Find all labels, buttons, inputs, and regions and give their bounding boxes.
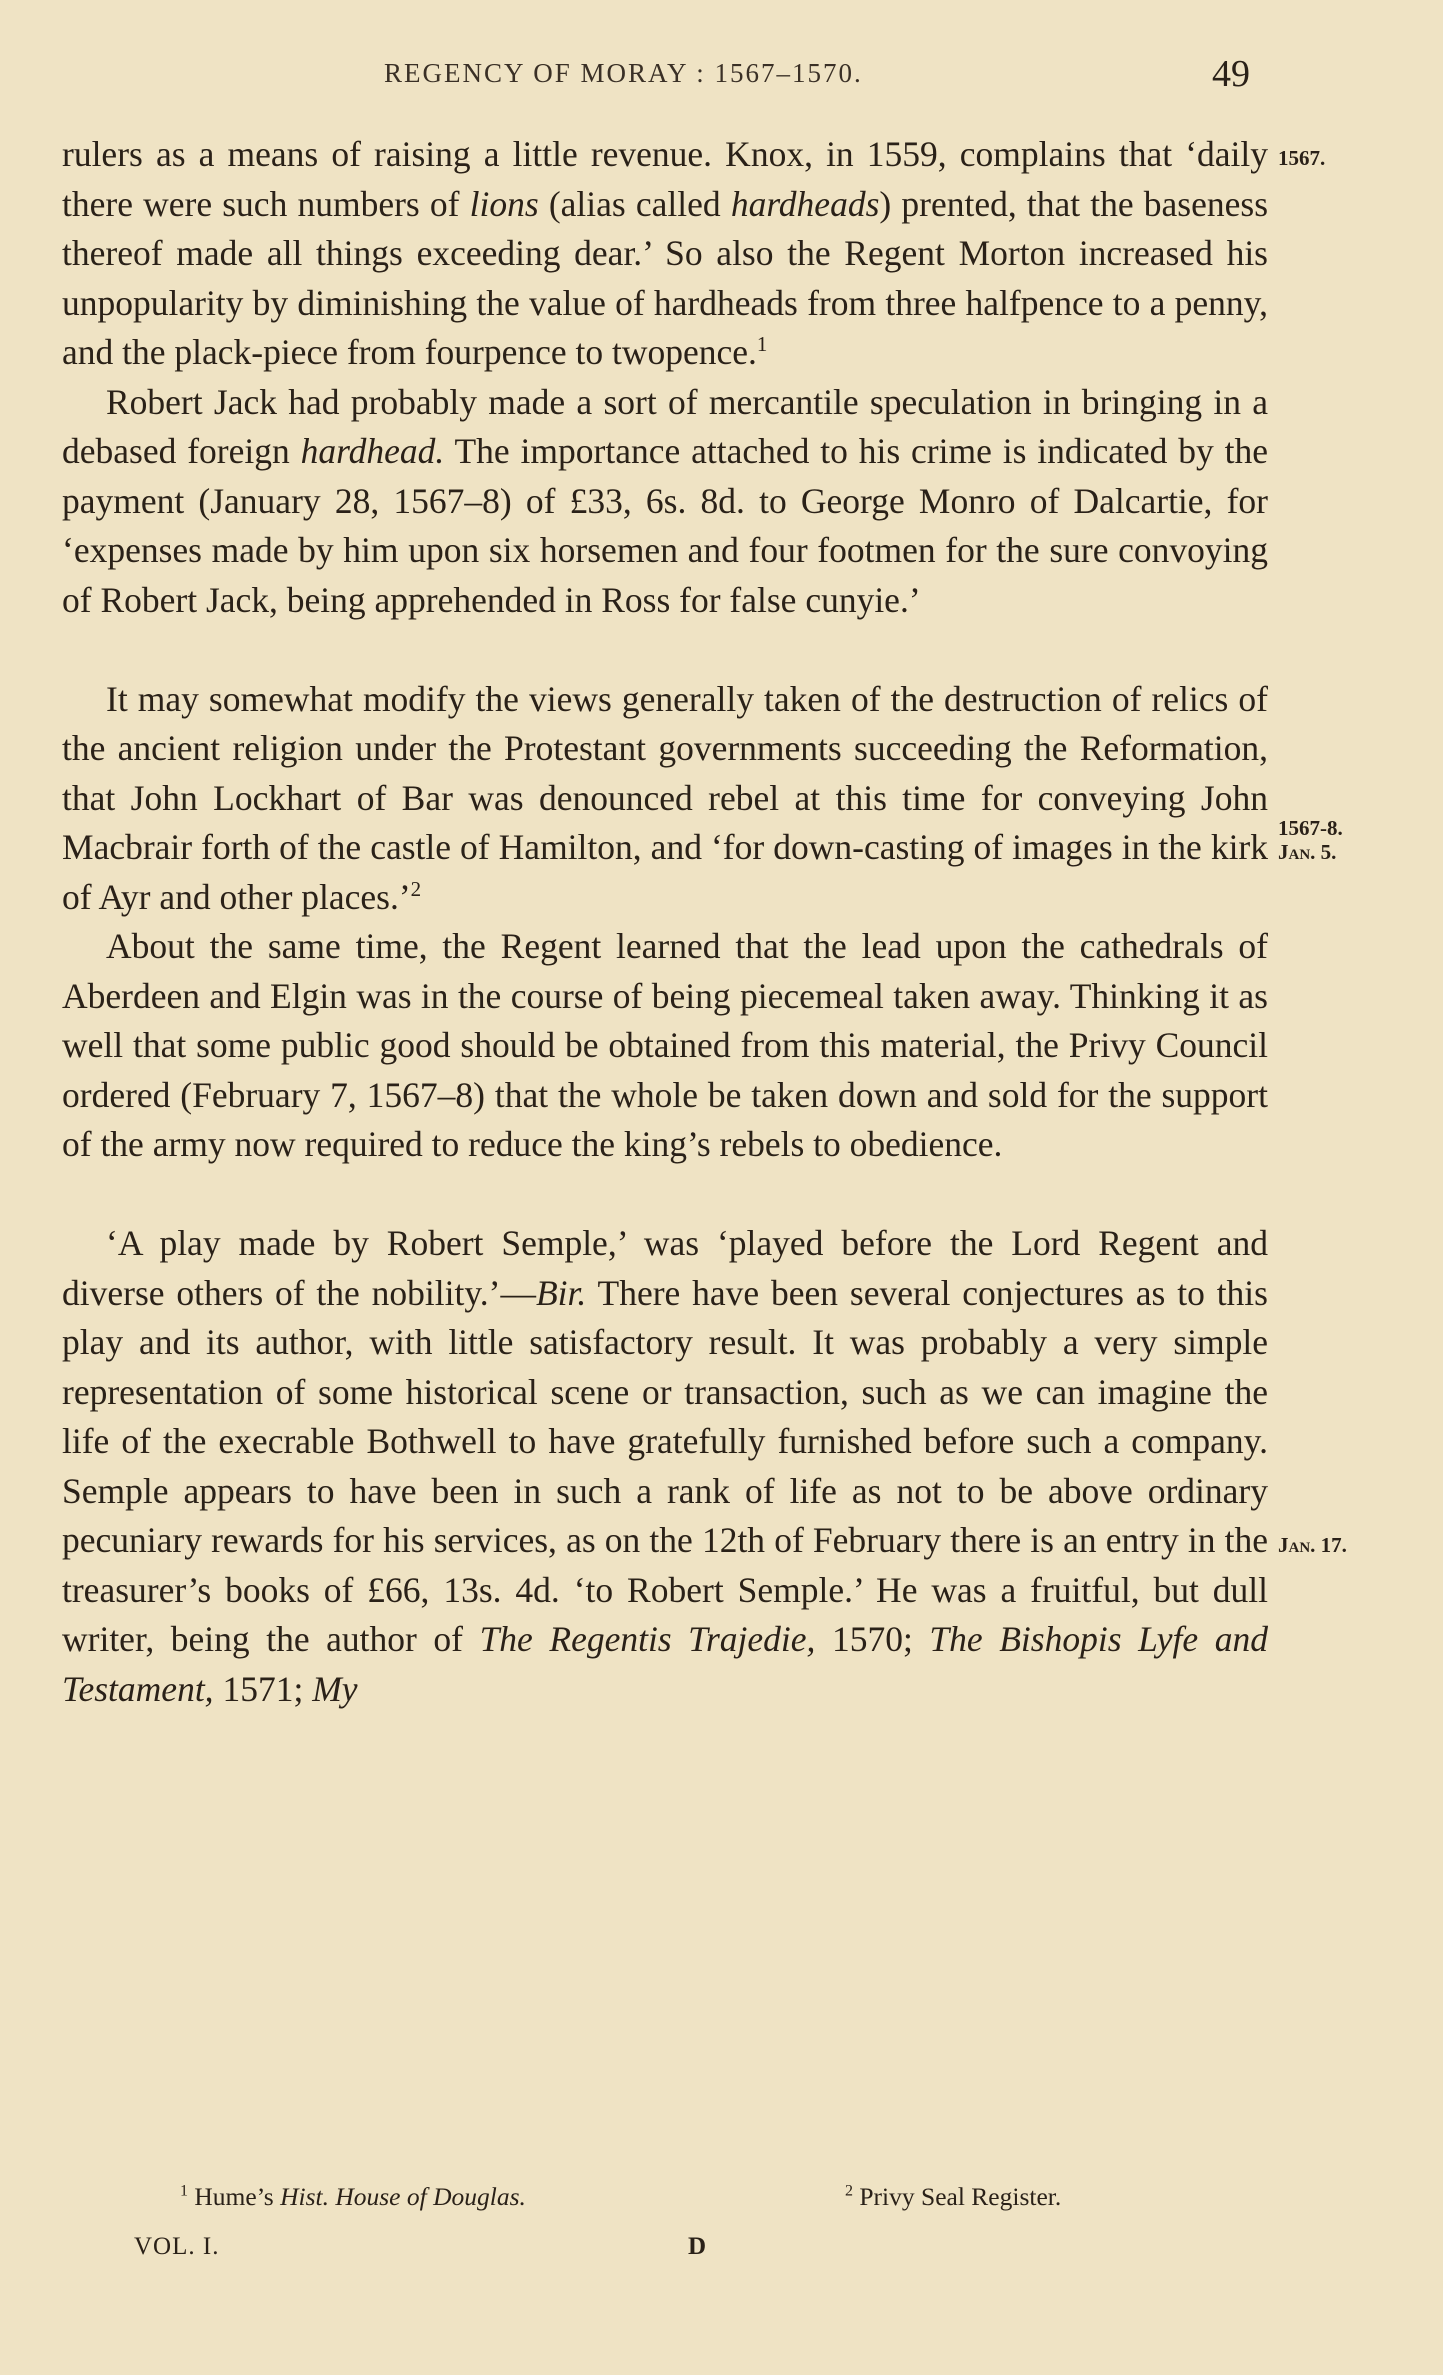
- margin-note-date-day: Jan. 5.: [1278, 840, 1337, 864]
- footnote-ref: 1: [756, 332, 768, 357]
- volume-signature: VOL. I.: [134, 2233, 220, 2260]
- paragraph: It may somewhat modify the views generally taken of the destruction of relics of the ancient religion under the Protestant governments succeeding the Reformation, that John Lockhart of Bar was denounced rebel at this time for conveying John Macbrair forth of the castle of Hamilton, and ‘for down-casting of images in the kirk of Ayr and other places.’$^2$: [62, 678, 1268, 917]
- margin-note-date: Jan. 17.: [1278, 1533, 1347, 1557]
- margin-note-date-year: 1567-8.: [1278, 816, 1343, 840]
- paragraph: ‘A play made by Robert Semple,’ was ‘played before the Lord Regent and diverse others of the nobility.’—Bir. There have been several conjectures as to this play and its author, with little satisfactory result. It was probably a very simple representation of some historical scene or transaction, such as we can imagine the life of the execrable Bothwell to have gratefully furnished before such a company. Semple appears to have been in such a rank of life as not to be above ordinary pecuniary rewards for his services, as on the 12th of February there is an entry in the treasurer’s books of £66, 13s. 4d. ‘to Robert Semple.’ He was a fruitful, but dull writer, being the author of The Regentis Trajedie, 1570; The Bishopis Lyfe and Testament, 1571; My: [62, 1223, 1268, 1709]
- margin-note-year: 1567.: [1278, 146, 1326, 170]
- running-title: REGENCY OF MORAY : 1567–1570.: [384, 58, 863, 88]
- gathering-mark: D: [688, 2233, 707, 2260]
- footnote: $^2$ Privy Seal Register.: [845, 2182, 1062, 2211]
- page-number: 49: [1212, 53, 1250, 95]
- footnote-ref: 2: [410, 876, 422, 901]
- footnote: $^1$ Hume’s Hist. House of Douglas.: [180, 2182, 526, 2211]
- paragraph: About the same time, the Regent learned that the lead upon the cathedrals of Aberdeen and Elgin was in the course of being piecemeal taken away. Thinking it as well that some public good should be obtained from this material, the Privy Council ordered (February 7, 1567–8) that the whole be taken down and sold for the support of the army now required to reduce the king’s rebels to obedience.: [62, 926, 1268, 1164]
- body-text: [62, 130, 1268, 1714]
- paragraph: rulers as a means of raising a little revenue. Knox, in 1559, complains that ‘daily there were such numbers of lions (alias called hardheads) prented, that the baseness thereof made all things exceeding dear.’ So also the Regent Morton increased his unpopularity by diminishing the value of hardheads from three halfpence to a penny, and the plack-piece from fourpence to twopence.$^1$: [62, 134, 1269, 372]
- paragraph: Robert Jack had probably made a sort of mercantile speculation in bringing in a debased foreign hardhead. The importance attached to his crime is indicated by the payment (January 28, 1567–8) of £33, 6s. 8d. to George Monro of Dalcartie, for ‘expenses made by him upon six horsemen and four footmen for the sure convoying of Robert Jack, being apprehended in Ross for false cunyie.’: [62, 381, 1268, 620]
